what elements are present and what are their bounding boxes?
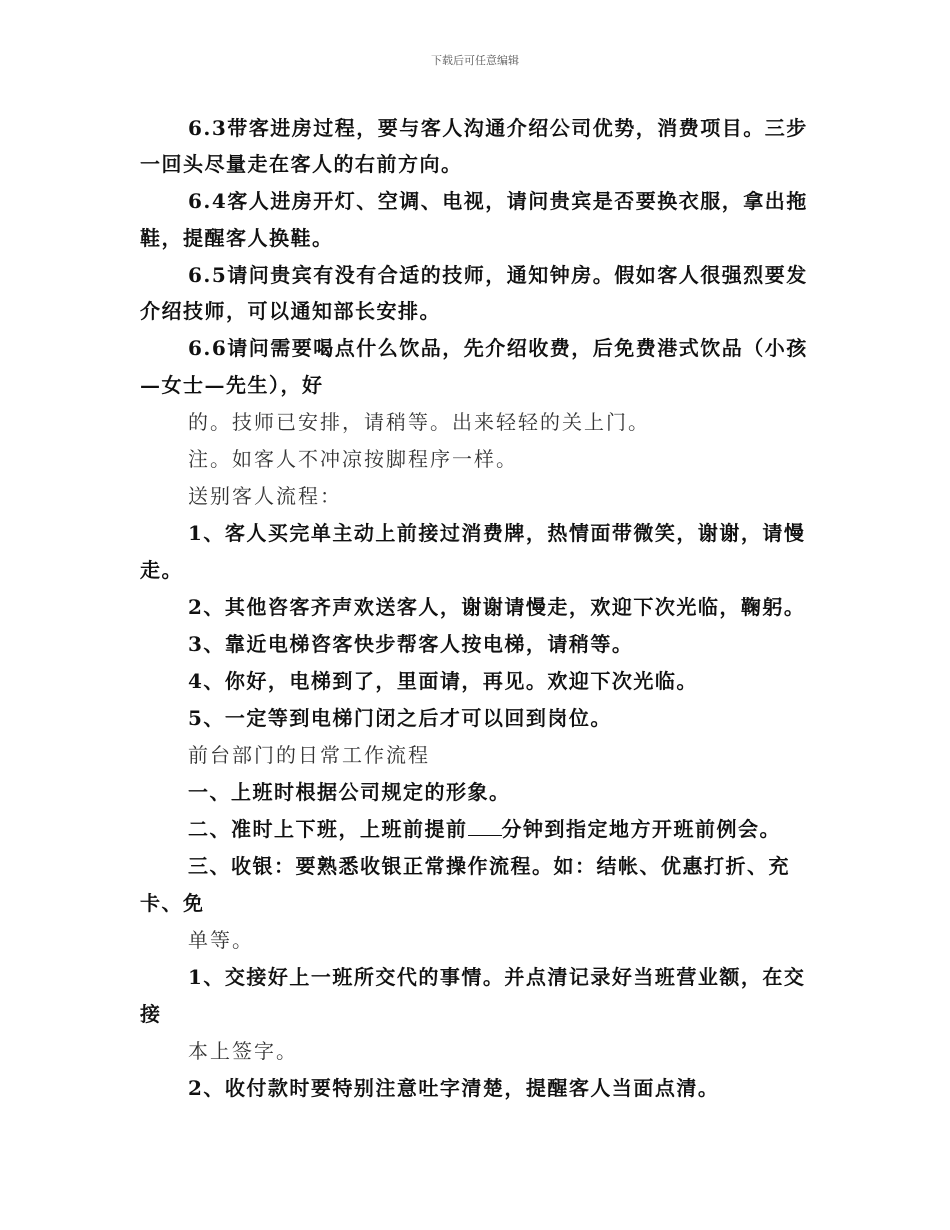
paragraph-line: 4、你好，电梯到了，里面请，再见。欢迎下次光临。	[188, 669, 698, 693]
paragraph-line: 6.5请问贵宾有没有合适的技师，通知钟房。假如客人很强烈要发	[188, 263, 808, 287]
paragraph-line: 一、上班时根据公司规定的形象。	[188, 780, 511, 804]
section-heading: 送别客人流程：	[188, 484, 342, 508]
paragraph-line: 鞋，提醒客人换鞋。	[140, 226, 334, 250]
paragraph-line: 2、其他咨客齐声欢送客人，谢谢请慢走，欢迎下次光临，鞠躬。	[188, 595, 806, 619]
paragraph-line: 1、交接好上一班所交代的事情。并点清记录好当班营业额，在交	[188, 965, 806, 989]
page-header: 下载后可任意编辑	[431, 54, 519, 67]
paragraph-line: 接	[140, 1002, 162, 1026]
paragraph-line: 2、收付款时要特别注意吐字清楚，提醒客人当面点清。	[188, 1076, 720, 1100]
paragraph-line	[188, 817, 781, 841]
paragraph-line: 3、靠近电梯咨客快步帮客人按电梯，请稍等。	[188, 632, 634, 656]
fill-in-blank	[468, 817, 502, 836]
paragraph-line: 的。技师已安排，请稍等。出来轻轻的关上门。	[188, 410, 650, 434]
section-heading: 前台部门的日常工作流程	[188, 743, 430, 767]
line-text: 二、准时上下班，上班前提前	[188, 817, 468, 841]
paragraph-line: 6.3带客进房过程，要与客人沟通介绍公司优势，消费项目。三步	[188, 116, 808, 140]
paragraph-line: 走。	[140, 558, 183, 582]
paragraph-line: 1、客人买完单主动上前接过消费牌，热情面带微笑，谢谢，请慢	[188, 521, 806, 545]
paragraph-line: 介绍技师，可以通知部长安排。	[140, 299, 441, 323]
paragraph-line: 6.4客人进房开灯、空调、电视，请问贵宾是否要换衣服，拿出拖	[188, 189, 808, 213]
paragraph-line: 卡、免	[140, 891, 205, 915]
paragraph-line: 注。如客人不冲凉按脚程序一样。	[188, 447, 518, 471]
paragraph-line: 一回头尽量走在客人的右前方向。	[140, 152, 463, 176]
paragraph-line: 5、一定等到电梯门闭之后才可以回到岗位。	[188, 706, 612, 730]
paragraph-line: 单等。	[188, 928, 254, 952]
paragraph-line: —女士—先生），好	[140, 373, 324, 397]
paragraph-line: 6.6请问需要喝点什么饮品，先介绍收费，后免费港式饮品（小孩	[188, 336, 808, 360]
paragraph-line: 三、收银：要熟悉收银正常操作流程。如：结帐、优惠打折、充	[188, 854, 790, 878]
line-text: 分钟到指定地方开班前例会。	[501, 817, 781, 841]
paragraph-line: 本上签字。	[188, 1039, 298, 1063]
